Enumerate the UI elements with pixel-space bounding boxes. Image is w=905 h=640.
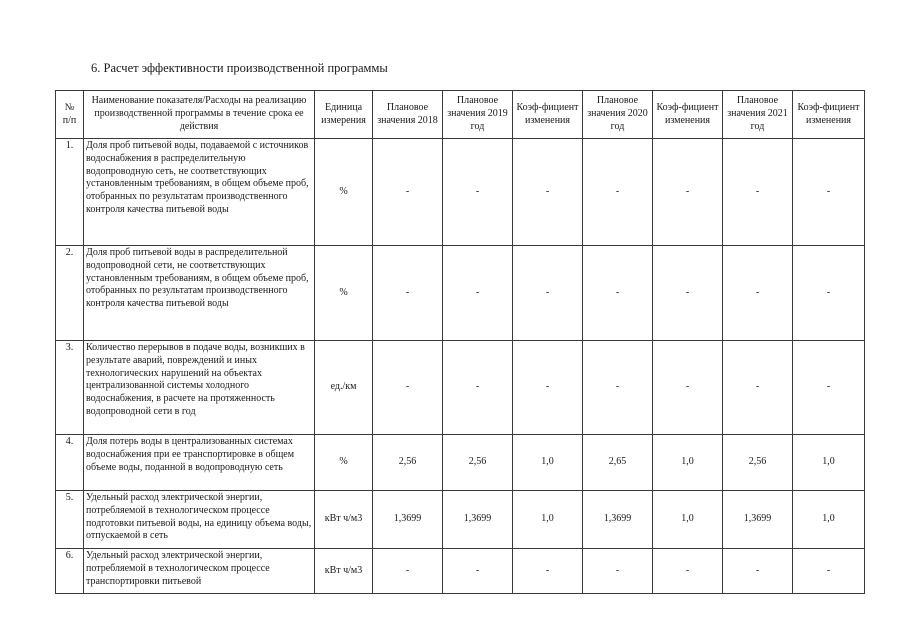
row-number: 5.: [56, 491, 84, 549]
value-coef-2020: 1,0: [653, 435, 723, 491]
value-coef-2019: -: [513, 139, 583, 246]
table-row: [56, 246, 865, 341]
value-plan-2019: -: [443, 139, 513, 246]
value-coef-2020: -: [653, 246, 723, 341]
value-plan-2020: -: [583, 246, 653, 341]
table-row: [56, 139, 865, 246]
value-plan-2020: 2,65: [583, 435, 653, 491]
table-row: [56, 435, 865, 491]
value-coef-2020: -: [653, 139, 723, 246]
header-cell-coef-2020: Коэф-фициент изменения: [653, 91, 723, 139]
value-plan-2020: -: [583, 139, 653, 246]
table-row: [56, 549, 865, 594]
value-plan-2019: -: [443, 341, 513, 435]
value-coef-2021: -: [793, 549, 865, 594]
row-indicator-name: Доля проб питьевой воды, подаваемой с источников водоснабжения в распределительную водопроводную сеть, не соответствующих установленным требованиям, в общем объеме проб, отобранных по результатам производственного контроля качества питьевой воды: [84, 139, 315, 246]
row-number: 1.: [56, 139, 84, 246]
value-coef-2021: -: [793, 341, 865, 435]
value-coef-2020: 1,0: [653, 491, 723, 549]
value-coef-2021: 1,0: [793, 435, 865, 491]
value-coef-2019: -: [513, 549, 583, 594]
header-cell-plan-2020: Плановое значения 2020 год: [583, 91, 653, 139]
value-plan-2020: 1,3699: [583, 491, 653, 549]
value-plan-2019: 1,3699: [443, 491, 513, 549]
value-coef-2020: -: [653, 341, 723, 435]
header-cell-plan-2021: Плановое значения 2021 год: [723, 91, 793, 139]
value-plan-2018: -: [373, 549, 443, 594]
value-plan-2021: -: [723, 139, 793, 246]
value-plan-2019: -: [443, 246, 513, 341]
value-plan-2021: 1,3699: [723, 491, 793, 549]
value-plan-2020: -: [583, 341, 653, 435]
value-coef-2021: -: [793, 246, 865, 341]
value-plan-2018: 2,56: [373, 435, 443, 491]
header-cell-coef-2019: Коэф-фициент изменения: [513, 91, 583, 139]
value-coef-2020: -: [653, 549, 723, 594]
row-unit: %: [315, 246, 373, 341]
value-plan-2018: -: [373, 139, 443, 246]
value-plan-2021: -: [723, 246, 793, 341]
row-indicator-name: Доля потерь воды в централизованных системах водоснабжения при ее транспортировке в общем объеме воды, поданной в водопроводную сеть: [84, 435, 315, 491]
row-unit: %: [315, 435, 373, 491]
value-plan-2019: 2,56: [443, 435, 513, 491]
header-cell-name: Наименование показателя/Расходы на реализацию производственной программы в течение срока ее действия: [84, 91, 315, 139]
row-number: 2.: [56, 246, 84, 341]
row-unit: %: [315, 139, 373, 246]
row-indicator-name: Количество перерывов в подаче воды, возникших в результате аварий, повреждений и иных технологических нарушений на объектах централизованной системы холодного водоснабжения, в расчете на протяженность водопроводной сети в год: [84, 341, 315, 435]
row-indicator-name: Удельный расход электрической энергии, потребляемой в технологическом процессе транспортировки питьевой: [84, 549, 315, 594]
value-plan-2021: -: [723, 341, 793, 435]
value-plan-2018: 1,3699: [373, 491, 443, 549]
value-coef-2019: 1,0: [513, 491, 583, 549]
value-plan-2021: 2,56: [723, 435, 793, 491]
section-heading: 6. Расчет эффективности производственной программы: [91, 61, 388, 75]
efficiency-table: [55, 90, 865, 594]
row-unit: кВт ч/м3: [315, 549, 373, 594]
row-indicator-name: Доля проб питьевой воды в распределительной водопроводной сети, не соответствующих установленным требованиям, в общем объеме проб, отобранных по результатам производственного контроля качества питьевой воды: [84, 246, 315, 341]
header-row: [56, 91, 865, 139]
row-number: 4.: [56, 435, 84, 491]
value-plan-2021: -: [723, 549, 793, 594]
row-unit: кВт ч/м3: [315, 491, 373, 549]
header-cell-plan-2018: Плановое значения 2018: [373, 91, 443, 139]
value-coef-2019: -: [513, 341, 583, 435]
header-cell-coef-2021: Коэф-фициент изменения: [793, 91, 865, 139]
header-cell-number: № п/п: [56, 91, 84, 139]
row-unit: ед./км: [315, 341, 373, 435]
value-plan-2018: -: [373, 246, 443, 341]
row-number: 6.: [56, 549, 84, 594]
value-coef-2021: -: [793, 139, 865, 246]
row-indicator-name: Удельный расход электрической энергии, потребляемой в технологическом процессе подготовки питьевой воды, на единицу объема воды, отпускаемой в сеть: [84, 491, 315, 549]
row-number: 3.: [56, 341, 84, 435]
value-plan-2020: -: [583, 549, 653, 594]
table-row: [56, 491, 865, 549]
value-coef-2021: 1,0: [793, 491, 865, 549]
table-row: [56, 341, 865, 435]
value-coef-2019: 1,0: [513, 435, 583, 491]
value-plan-2018: -: [373, 341, 443, 435]
value-plan-2019: -: [443, 549, 513, 594]
header-cell-plan-2019: Плановое значения 2019 год: [443, 91, 513, 139]
header-cell-unit: Единица измерения: [315, 91, 373, 139]
value-coef-2019: -: [513, 246, 583, 341]
